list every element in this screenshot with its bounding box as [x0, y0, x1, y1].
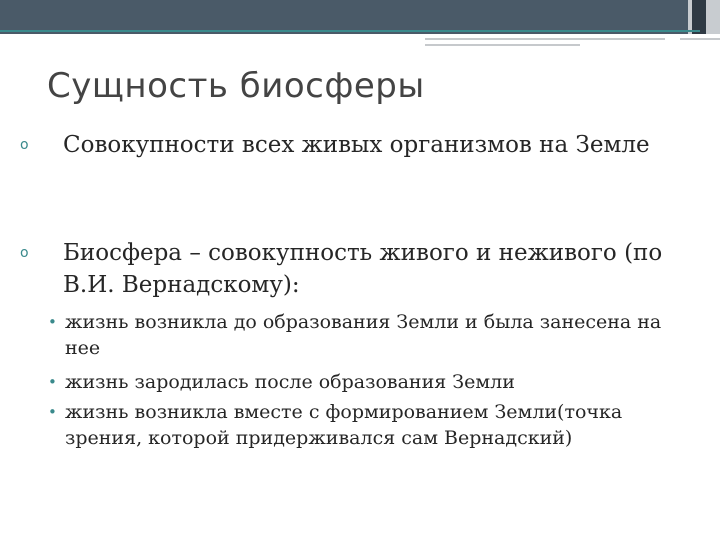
decor-line-3 — [680, 38, 720, 40]
sub-bullet-2 — [48, 369, 668, 395]
sub-bullet-text: жизнь возникла до образования Земли и была занесена на нее — [65, 311, 662, 359]
sub-bullet-1 — [48, 309, 668, 361]
header-dark-stripe — [692, 0, 706, 34]
header-teal-line — [0, 30, 700, 32]
dot-bullet-icon: • — [48, 373, 57, 391]
header-band — [0, 0, 688, 34]
sub-bullet-text: жизнь возникла вместе с формированием Земли(точка зрения, которой придерживался сам Вернадский) — [65, 401, 623, 449]
bullet-point-text: Биосфера – совокупность живого и неживого (по В.И. Вернадскому): — [63, 240, 663, 298]
dot-bullet-icon: • — [48, 403, 57, 421]
bullet-point-2 — [20, 237, 680, 301]
sub-bullet-text: жизнь зародилась после образования Земли — [65, 371, 515, 393]
bullet-point-1 — [20, 129, 680, 161]
circle-bullet-icon: o — [20, 137, 29, 153]
decor-line-1 — [425, 38, 665, 40]
sub-bullet-3 — [48, 399, 668, 451]
slide-title: Сущность биосферы — [47, 66, 425, 106]
circle-bullet-icon: o — [20, 245, 29, 261]
dot-bullet-icon: • — [48, 313, 57, 331]
bullet-point-text: Совокупности всех живых организмов на Земле — [63, 132, 650, 158]
decor-line-2 — [425, 44, 580, 46]
